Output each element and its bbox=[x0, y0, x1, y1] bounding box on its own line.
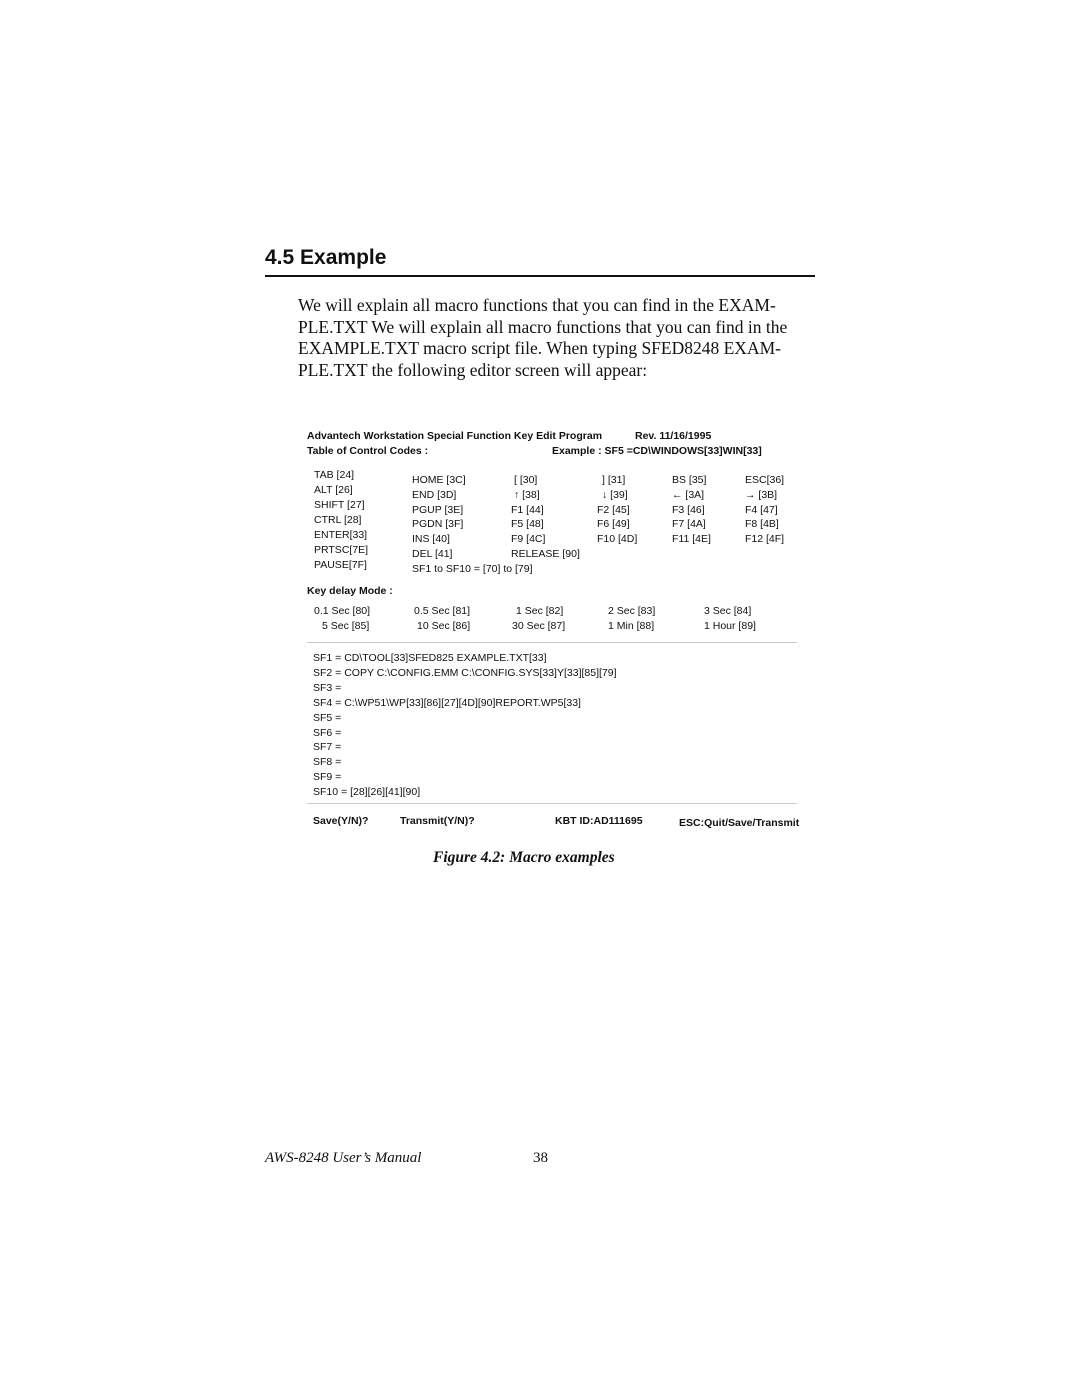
transmit-prompt[interactable]: Transmit(Y/N)? bbox=[400, 815, 475, 827]
code-pgup: PGUP [3E] bbox=[412, 504, 464, 516]
delay-option: 2 Sec [83] bbox=[608, 605, 656, 617]
code-f6: F6 [49] bbox=[597, 518, 630, 530]
control-codes-label: Table of Control Codes : bbox=[307, 445, 429, 457]
code-release: RELEASE [90] bbox=[511, 548, 580, 560]
code-prtsc: PRTSC[7E] bbox=[314, 544, 369, 556]
key-delay-label: Key delay Mode : bbox=[307, 585, 393, 597]
code-sf-range: SF1 to SF10 = [70] to [79] bbox=[412, 563, 533, 575]
sf1-line[interactable]: SF1 = CD\TOOL[33]SFED825 EXAMPLE.TXT[33] bbox=[313, 652, 547, 664]
paragraph-line: We will explain all macro functions that you can find in the EXAM- bbox=[298, 295, 776, 315]
sf8-line[interactable]: SF8 = bbox=[313, 756, 342, 768]
code-left-arrow: ← [3A] bbox=[672, 489, 705, 501]
code-tab: TAB [24] bbox=[314, 469, 355, 481]
code-left-bracket: [ [30] bbox=[514, 474, 538, 486]
separator bbox=[307, 803, 797, 804]
code-f12: F12 [4F] bbox=[745, 533, 785, 545]
code-f9: F9 [4C] bbox=[511, 533, 546, 545]
delay-option: 0.1 Sec [80] bbox=[314, 605, 371, 617]
code-f7: F7 [4A] bbox=[672, 518, 706, 530]
sf9-line[interactable]: SF9 = bbox=[313, 771, 342, 783]
heading-rule bbox=[265, 275, 815, 277]
code-esc: ESC[36] bbox=[745, 474, 785, 486]
code-f8: F8 [4B] bbox=[745, 518, 779, 530]
delay-option: 0.5 Sec [81] bbox=[414, 605, 471, 617]
sf3-line[interactable]: SF3 = bbox=[313, 682, 342, 694]
code-f3: F3 [46] bbox=[672, 504, 705, 516]
code-end: END [3D] bbox=[412, 489, 457, 501]
sf5-line[interactable]: SF5 = bbox=[313, 712, 342, 724]
editor-title: Advantech Workstation Special Function Key Edit Program bbox=[307, 430, 603, 442]
sf6-line[interactable]: SF6 = bbox=[313, 727, 342, 739]
code-pgdn: PGDN [3F] bbox=[412, 518, 464, 530]
code-bs: BS [35] bbox=[672, 474, 707, 486]
separator bbox=[307, 642, 797, 643]
paragraph-line: PLE.TXT We will explain all macro functions that you can find in the bbox=[298, 316, 788, 337]
code-up-arrow: ↑ [38] bbox=[514, 489, 540, 501]
code-f4: F4 [47] bbox=[745, 504, 778, 516]
code-del: DEL [41] bbox=[412, 548, 453, 560]
example-line: Example : SF5 =CD\WINDOWS[33]WIN[33] bbox=[552, 445, 762, 457]
delay-option: 1 Hour [89] bbox=[704, 620, 756, 632]
save-prompt[interactable]: Save(Y/N)? bbox=[313, 815, 369, 827]
footer-page-number: 38 bbox=[533, 1150, 548, 1166]
sf2-line[interactable]: SF2 = COPY C:\CONFIG.EMM C:\CONFIG.SYS[33]Y[33][85][79] bbox=[313, 667, 617, 679]
kbt-id: KBT ID:AD111695 bbox=[555, 815, 643, 827]
delay-option: 1 Sec [82] bbox=[516, 605, 564, 617]
paragraph-line: PLE.TXT the following editor screen will appear: bbox=[298, 359, 648, 380]
code-enter: ENTER[33] bbox=[314, 529, 368, 541]
code-f2: F2 [45] bbox=[597, 504, 630, 516]
code-right-arrow: → [3B] bbox=[745, 489, 778, 501]
code-home: HOME [3C] bbox=[412, 474, 466, 486]
delay-option: 5 Sec [85] bbox=[322, 620, 370, 632]
code-f11: F11 [4E] bbox=[672, 533, 711, 545]
paragraph-line: EXAMPLE.TXT macro script file. When typing SFED8248 EXAM- bbox=[298, 338, 781, 358]
code-ins: INS [40] bbox=[412, 533, 450, 545]
esc-hint: ESC:Quit/Save/Transmit bbox=[679, 817, 800, 829]
code-ctrl: CTRL [28] bbox=[314, 514, 362, 526]
code-f1: F1 [44] bbox=[511, 504, 544, 516]
code-alt: ALT [26] bbox=[314, 484, 353, 496]
section-heading: 4.5 Example bbox=[265, 246, 387, 269]
code-shift: SHIFT [27] bbox=[314, 499, 365, 511]
code-f10: F10 [4D] bbox=[597, 533, 638, 545]
code-f5: F5 [48] bbox=[511, 518, 544, 530]
code-right-bracket: ] [31] bbox=[602, 474, 626, 486]
delay-option: 30 Sec [87] bbox=[512, 620, 566, 632]
editor-rev: Rev. 11/16/1995 bbox=[635, 430, 712, 442]
code-pause: PAUSE[7F] bbox=[314, 559, 367, 571]
sf4-line[interactable]: SF4 = C:\WP51\WP[33][86][27][4D][90]REPORT.WP5[33] bbox=[313, 697, 581, 709]
figure-caption: Figure 4.2: Macro examples bbox=[433, 849, 615, 866]
delay-option: 10 Sec [86] bbox=[417, 620, 471, 632]
sf7-line[interactable]: SF7 = bbox=[313, 741, 342, 753]
delay-option: 1 Min [88] bbox=[608, 620, 655, 632]
footer-manual: AWS-8248 User’s Manual bbox=[265, 1150, 422, 1166]
code-down-arrow: ↓ [39] bbox=[602, 489, 628, 501]
delay-option: 3 Sec [84] bbox=[704, 605, 752, 617]
sf10-line[interactable]: SF10 = [28][26][41][90] bbox=[313, 786, 421, 798]
intro-paragraph bbox=[298, 295, 818, 381]
